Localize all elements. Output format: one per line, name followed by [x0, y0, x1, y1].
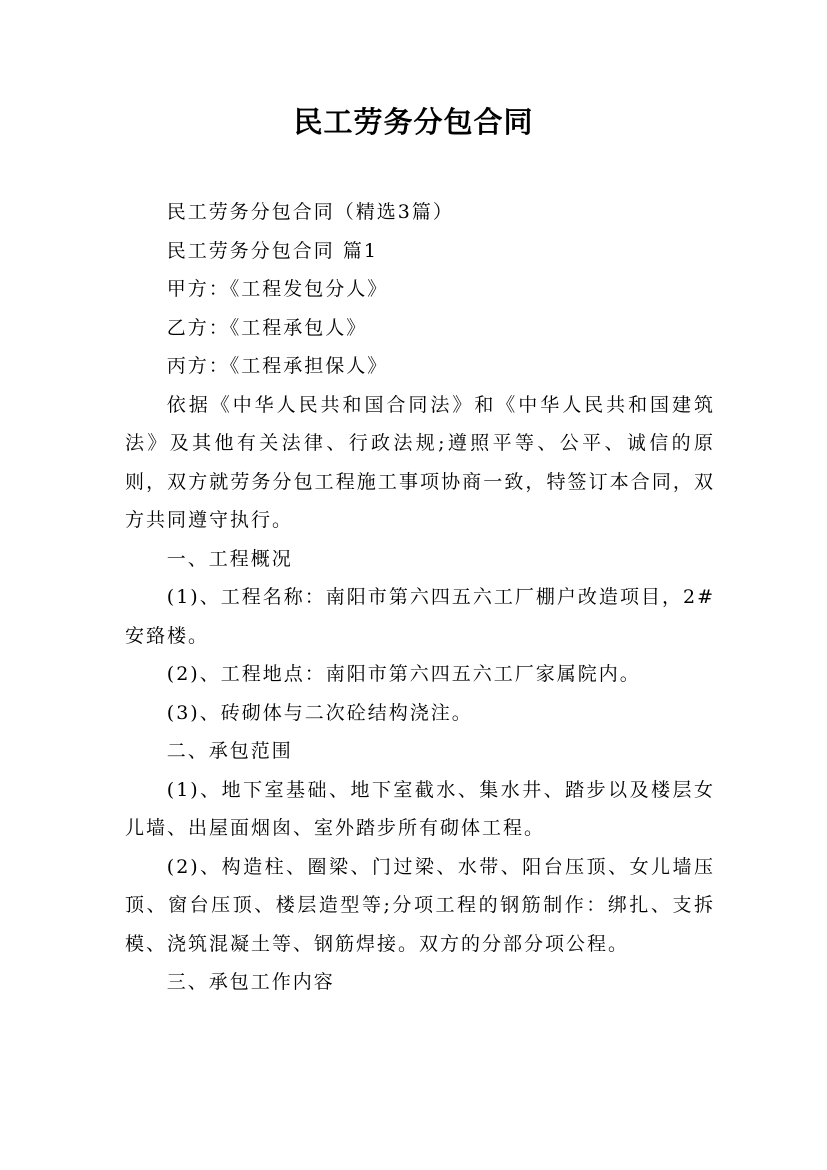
document-body — [125, 193, 715, 1002]
paragraph-heading-project-overview: 一、工程概况 — [166, 547, 293, 570]
paragraph-legal-basis: 依据《中华人民共和国合同法》和《中华人民共和国建筑法》及其他有关法律、行政法规;遵照平等、公平、诚信的原则，双方就劳务分包工程施工事项协商一致，特签订本合同，双方共同遵守执行。 — [125, 393, 715, 531]
paragraph-section-heading: 民工劳务分包合同 篇1 — [166, 239, 378, 262]
document-title: 民工劳务分包合同 — [293, 105, 534, 139]
paragraph-party-c: 丙方：《工程承担保人》 — [166, 355, 389, 377]
paragraph-scope-item-2: (2)、构造柱、圈梁、门过梁、水带、阳台压顶、女儿墙压顶、窗台压顶、楼层造型等;分项工程的钢筋制作：绑扎、支拆模、浇筑混凝土等、钢筋焊接。双方的分部分项公程。 — [125, 855, 715, 955]
paragraph-project-location: (2)、工程地点：南阳市第六四五六工厂家属院内。 — [166, 663, 641, 685]
paragraph-project-name: (1)、工程名称：南阳市第六四五六工厂棚户改造项目，2#安臵楼。 — [125, 586, 715, 647]
paragraph-heading-work-content: 三、承包工作内容 — [166, 971, 335, 993]
paragraph-collection-title: 民工劳务分包合同（精选3篇） — [166, 201, 454, 223]
paragraph-scope-item-1: (1)、地下室基础、地下室截水、集水井、踏步以及楼层女儿墙、出屋面烟囱、室外踏步所有砌体工程。 — [125, 778, 715, 839]
paragraph-party-a: 甲方：《工程发包分人》 — [166, 278, 389, 300]
paragraph-heading-scope: 二、承包范围 — [166, 740, 293, 762]
paragraph-project-masonry: (3)、砖砌体与二次砼结构浇注。 — [166, 701, 473, 724]
paragraph-party-b: 乙方：《工程承包人》 — [166, 316, 368, 339]
